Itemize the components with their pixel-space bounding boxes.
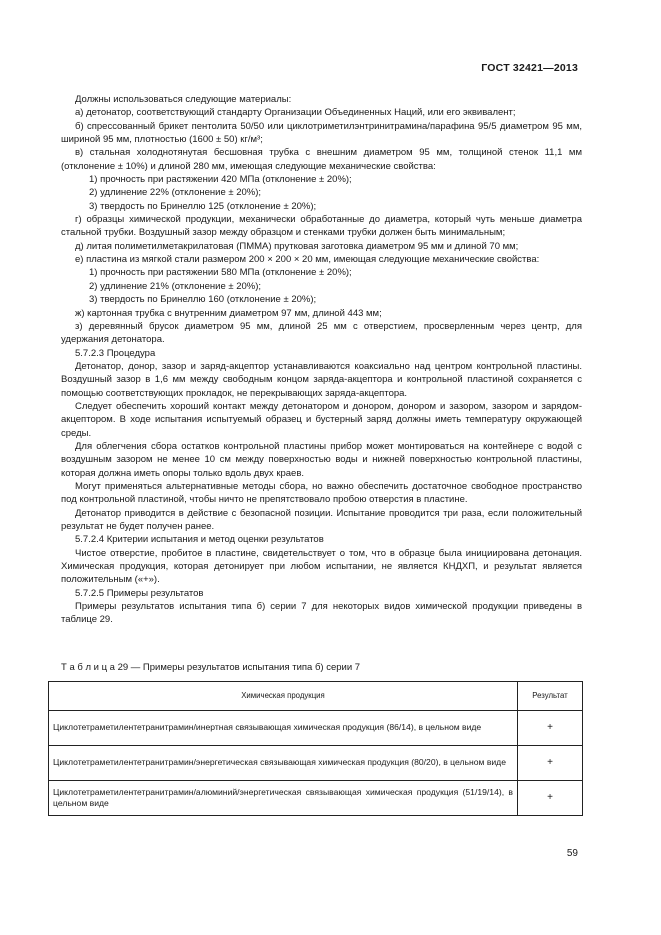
standard-header: ГОСТ 32421—2013 [481,62,578,74]
table-cell-product: Циклотетраметилентетранитрамин/энергетическая связывающая химическая продукция (80/20), в цельном виде [49,746,518,781]
paragraph: 2) удлинение 22% (отклонение ± 20%); [89,187,262,199]
paragraph: Примеры результатов испытания типа б) серии 7 для некоторых видов химической продукции приведены в таблице 29. [61,601,582,626]
table-row [49,781,583,816]
paragraph: 3) твердость по Бринеллю 160 (отклонение ± 20%); [89,294,317,306]
paragraph: Могут применяться альтернативные методы сбора, но важно обеспечить достаточное свободное пространство под контрольной пластиной, чтобы ничто не препятствовало пробою отверстия в пластине. [61,480,582,506]
table-caption: Т а б л и ц а 29 — Примеры результатов испытания типа б) серии 7 [61,662,361,673]
paragraph: в) стальная холоднотянутая бесшовная трубка с внешним диаметром 95 мм, толщиной стенок 11,1 мм (отклонение ± 10%) и длиной 280 мм, имеющая следующие механические свойства: [61,147,582,172]
paragraph: б) спрессованный брикет пентолита 50/50 или циклотриметилэнтринитрамина/парафина 95/5 диаметром 95 мм, шириной 95 мм, плотностью (1600 ± 50) кг/м³; [61,120,582,146]
column-header-result: Результат [518,682,583,711]
paragraph: Следует обеспечить хороший контакт между детонатором и донором, донором и зазором, зазором и зарядом-акцептором. В ходе испытания испытуемый образец и бустерный заряд должны иметь температуру окружающей среды. [61,400,582,439]
body-text [61,93,582,627]
paragraph: г) образцы химической продукции, механически обработанные до диаметра, который чуть меньше диаметра стальной трубки. Воздушный зазор между образцом и стенками трубки должен быть минимальным; [61,214,582,239]
paragraph: д) литая полиметилметакрилатовая (ПММА) прутковая заготовка диаметром 95 мм и длиной 70 мм; [75,240,519,252]
paragraph: з) деревянный брусок диаметром 95 мм, длиной 25 мм с отверстием, просверленным через центр, для удержания детонатора. [61,320,582,346]
paragraph: е) пластина из мягкой стали размером 200 × 200 × 20 мм, имеющая следующие механические свойства: [75,254,540,266]
paragraph: Чистое отверстие, пробитое в пластине, свидетельствует о том, что в образце была инициирована детонация. Химическая продукция, которая детонирует при любом испытании, не является КНДХП, и результат является положительным («+»). [61,547,582,586]
paragraph: 5.7.2.4 Критерии испытания и метод оценки результатов [75,534,324,546]
table-cell-result: + [518,711,583,746]
column-header-product: Химическая продукция [49,682,518,711]
table-cell-result: + [518,781,583,816]
paragraph: ж) картонная трубка с внутренним диаметром 97 мм, длиной 443 мм; [75,307,382,319]
paragraph: Детонатор приводится в действие с безопасной позиции. Испытание проводится три раза, если положительный результат не будет получен ранее. [61,507,582,532]
paragraph: 3) твердость по Бринеллю 125 (отклонение ± 20%); [89,200,317,212]
paragraph: а) детонатор, соответствующий стандарту Организации Объединенных Наций, или его эквивалент; [75,107,516,119]
paragraph: 2) удлинение 21% (отклонение ± 20%); [89,280,262,292]
paragraph: 5.7.2.5 Примеры результатов [75,587,204,599]
paragraph: Должны использоваться следующие материалы: [75,94,292,105]
paragraph: 1) прочность при растяжении 580 МПа (отклонение ± 20%); [89,267,352,279]
results-table [48,681,583,816]
paragraph: Детонатор, донор, зазор и заряд-акцептор устанавливаются коаксиально над центром контрольной пластины. Воздушный зазор в 1,6 мм между свободным концом заряда-акцептора и контрольной пластиной сохраняется с помощью соответствующих прокладок, не перекрывающих заряда-акцептора. [61,360,582,399]
paragraph: Для облегчения сбора остатков контрольной пластины прибор может монтироваться на контейнере с водой с воздушным зазором не менее 10 см между поверхностью воды и нижней поверхностью контрольной пластины, которая должна иметь опоры только вдоль двух краев. [61,440,582,479]
table-cell-product: Циклотетраметилентетранитрамин/инертная связывающая химическая продукция (86/14), в цельном виде [49,711,518,746]
paragraph: 1) прочность при растяжении 420 МПа (отклонение ± 20%); [89,174,352,186]
paragraph: 5.7.2.3 Процедура [75,347,156,359]
table-cell-product: Циклотетраметилентетранитрамин/алюминий/энергетическая связывающая химическая продукция (51/19/14), в цельном виде [49,781,518,816]
page-number: 59 [566,848,578,859]
table-cell-result: + [518,746,583,781]
table-header-row [49,682,583,711]
table-row [49,746,583,781]
table-row [49,711,583,746]
